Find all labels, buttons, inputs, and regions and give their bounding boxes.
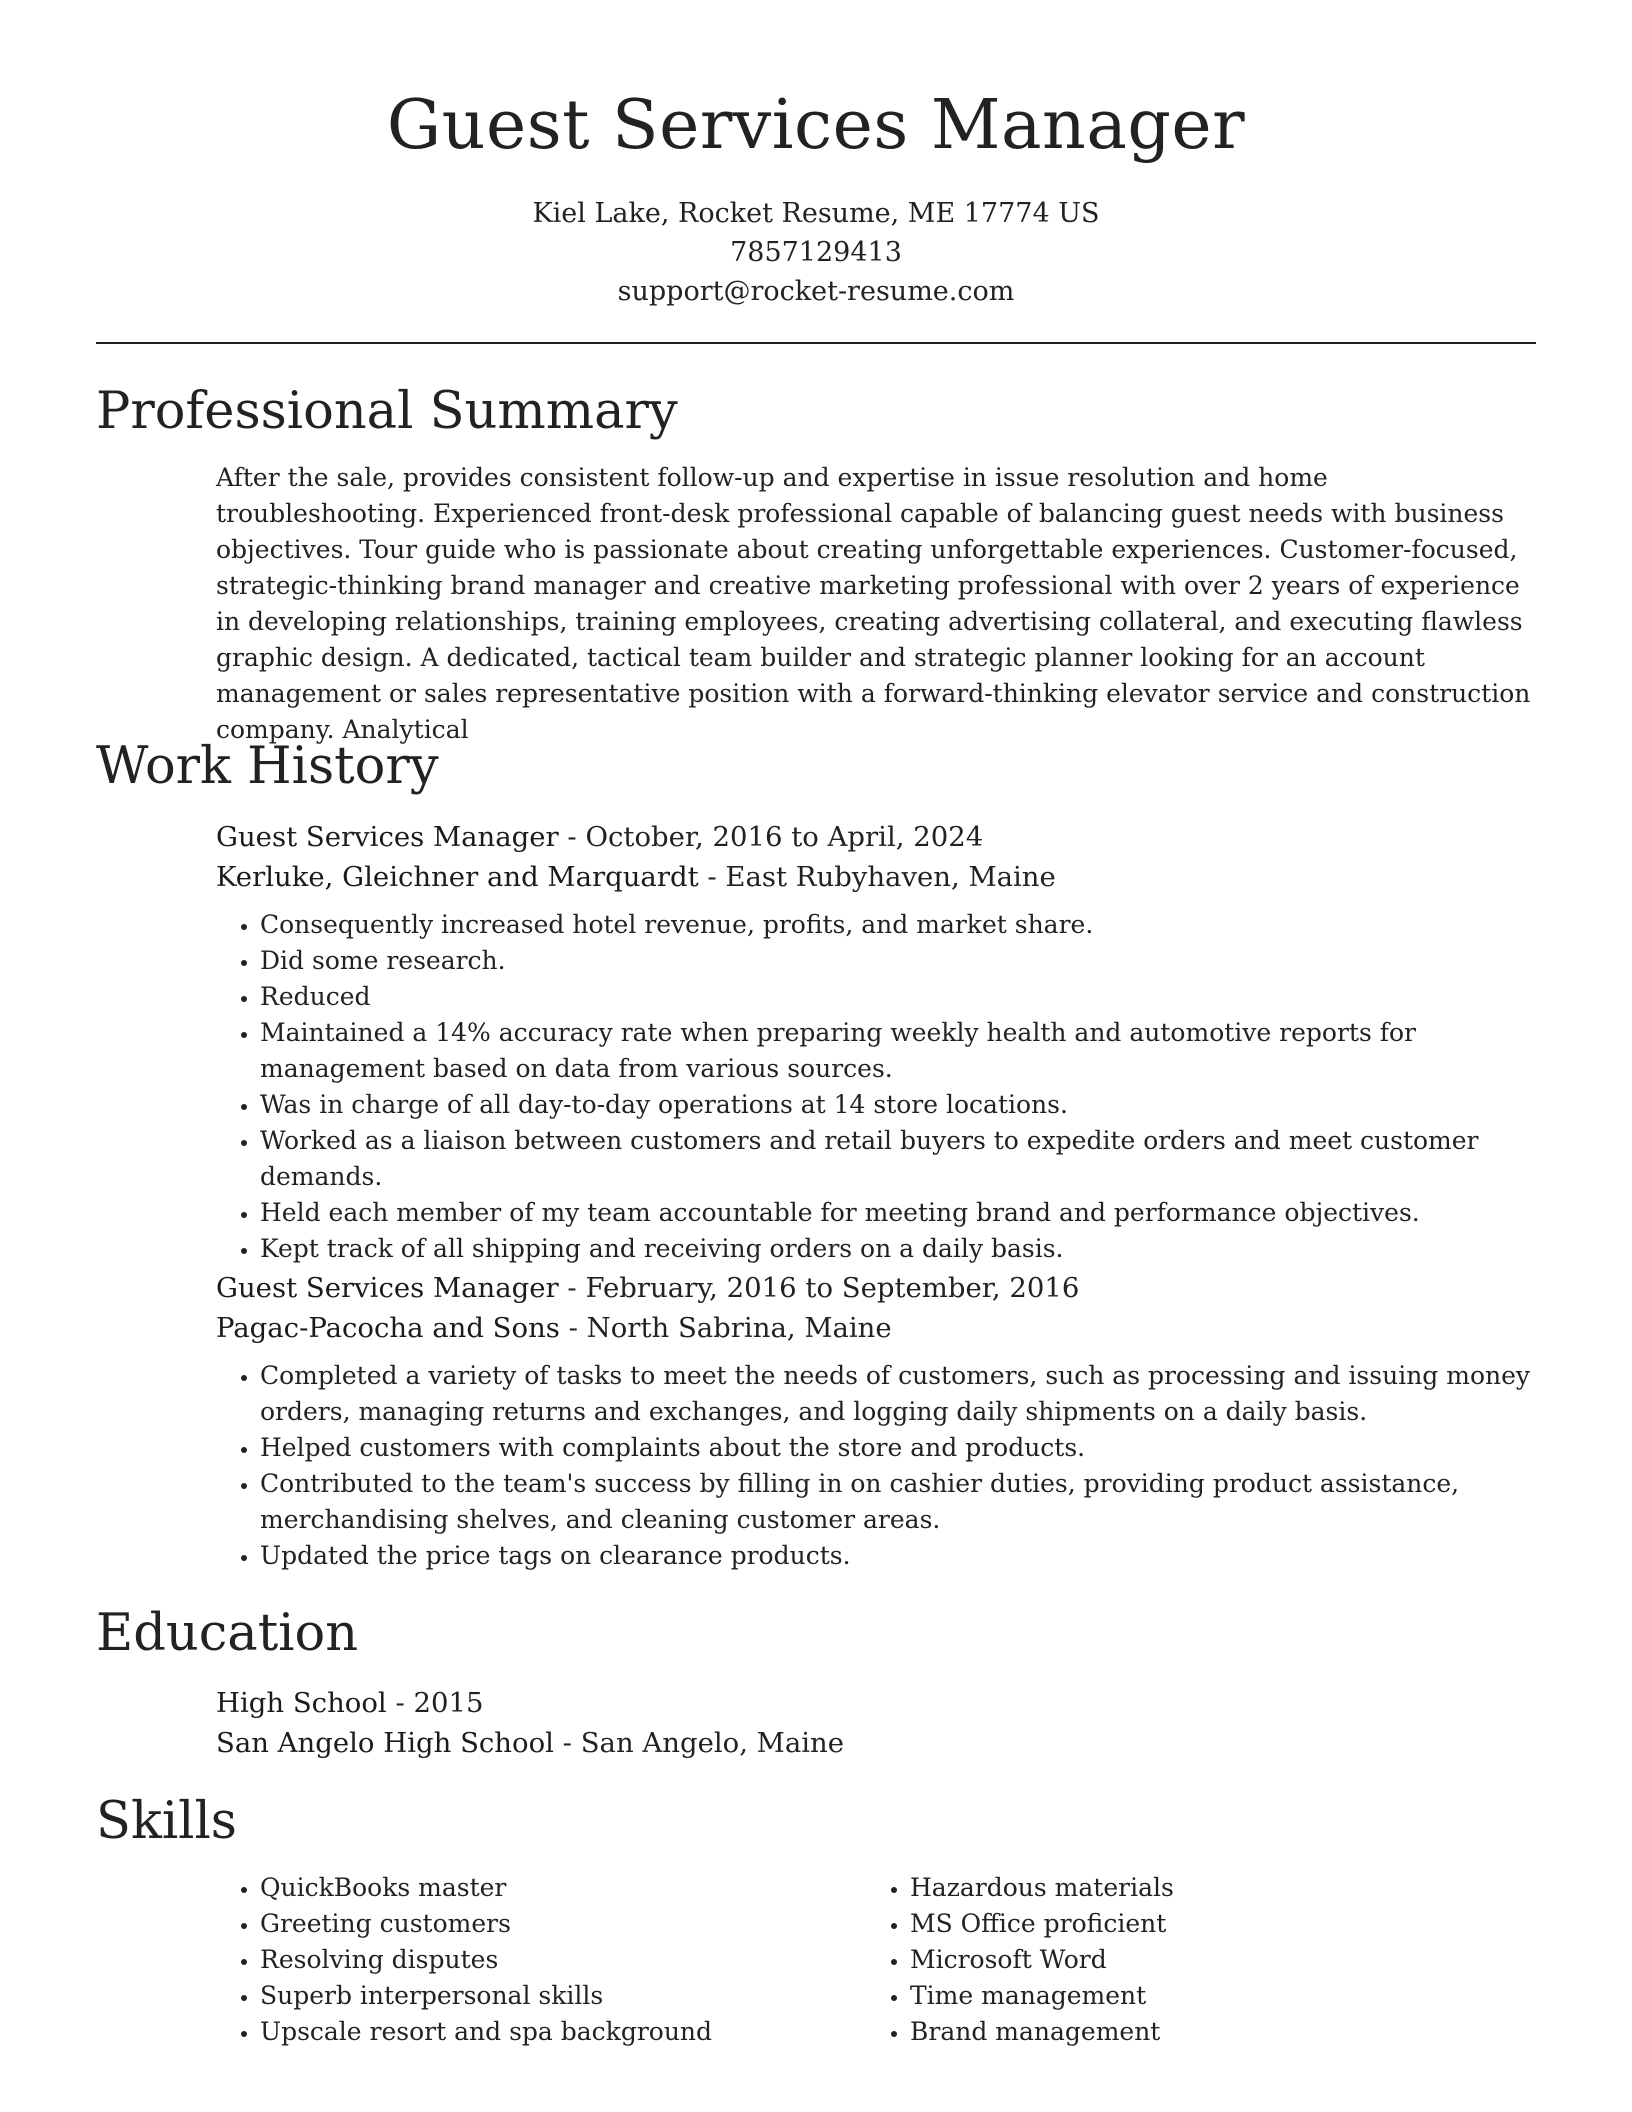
skill-item: • Resolving disputes <box>260 1942 856 1978</box>
job-title: Guest Services Manager <box>216 821 559 853</box>
skills-column-left <box>216 1870 856 2050</box>
contact-phone: 7857129413 <box>730 237 902 268</box>
job-bullet: • Kept track of all shipping and receiving orders on a daily basis. <box>260 1231 1541 1267</box>
job-bullet: • Was in charge of all day-to-day operations at 14 store locations. <box>260 1087 1541 1123</box>
education-year: - 2015 <box>386 1687 484 1719</box>
job-title: Guest Services Manager <box>216 1272 559 1304</box>
job-bullets <box>216 907 1541 1267</box>
job-company: Kerluke, Gleichner and Marquardt <box>216 861 699 893</box>
resume-title: Guest Services Manager <box>386 86 1246 165</box>
job-bullet: • Contributed to the team's success by filling in on cashier duties, providing product assistance, merchandising shelves, and cleaning customer areas. <box>260 1466 1541 1538</box>
job-company: Pagac-Pacocha and Sons <box>216 1312 560 1344</box>
skill-item: • Brand management <box>910 2014 1506 2050</box>
job-company-line <box>216 1308 1541 1348</box>
skills-heading: Skills <box>96 1792 237 1851</box>
job-entry <box>216 1268 1541 1574</box>
skills-column-right <box>866 1870 1506 2050</box>
skill-item: • Superb interpersonal skills <box>260 1978 856 2014</box>
education-degree: High School <box>216 1687 387 1719</box>
skill-item: • Greeting customers <box>260 1906 856 1942</box>
skills-bullets <box>866 1870 1506 2050</box>
job-entry <box>216 817 1541 1267</box>
job-location: - North Sabrina, Maine <box>559 1312 892 1344</box>
job-bullets <box>216 1358 1541 1574</box>
job-bullet: • Helped customers with complaints about the store and products. <box>260 1430 1541 1466</box>
job-company-line <box>216 857 1541 897</box>
skill-item: • Hazardous materials <box>910 1870 1506 1906</box>
job-title-line <box>216 1268 1541 1308</box>
skill-item: • QuickBooks master <box>260 1870 856 1906</box>
skill-item: • MS Office proficient <box>910 1906 1506 1942</box>
contact-email: support@rocket-resume.com <box>617 276 1015 307</box>
skills-bullets <box>216 1870 856 2050</box>
education-school: San Angelo High School <box>216 1727 554 1759</box>
education-location: - San Angelo, Maine <box>553 1727 845 1759</box>
skill-item: • Microsoft Word <box>910 1942 1506 1978</box>
education-school-line <box>216 1723 1541 1763</box>
job-dates: - October, 2016 to April, 2024 <box>558 821 984 853</box>
job-bullet: • Consequently increased hotel revenue, profits, and market share. <box>260 907 1541 943</box>
education-degree-line <box>216 1683 1541 1723</box>
job-bullet: • Did some research. <box>260 943 1541 979</box>
skill-item: • Time management <box>910 1978 1506 2014</box>
job-location: - East Rubyhaven, Maine <box>698 861 1056 893</box>
job-bullet: • Held each member of my team accountable for meeting brand and performance objectives. <box>260 1195 1541 1231</box>
summary-text: After the sale, provides consistent follow-up and expertise in issue resolution and home troubleshooting. Experienced front-desk professional capable of balancing guest needs with business objectives. Tour guide who is passionate about creating unforgettable experiences. Customer-focused, strategic-thinking brand manager and creative marketing professional with over 2 years of experience in developing relationships, training employees, creating advertising collateral, and executing flawless graphic design. A dedicated, tactical team builder and strategic planner looking for an account management or sales representative position with a forward-thinking elevator service and construction company. Analytical <box>216 463 1531 744</box>
job-bullet: • Maintained a 14% accuracy rate when preparing weekly health and automotive reports for management based on data from various sources. <box>260 1015 1541 1087</box>
job-bullet: • Reduced <box>260 979 1541 1015</box>
job-bullet: • Worked as a liaison between customers and retail buyers to expedite orders and meet customer demands. <box>260 1123 1541 1195</box>
resume-header <box>96 84 1536 311</box>
header-divider <box>96 342 1536 344</box>
education-entry <box>216 1683 1541 1763</box>
summary-heading: Professional Summary <box>96 382 678 441</box>
skill-item: • Upscale resort and spa background <box>260 2014 856 2050</box>
job-title-line <box>216 817 1541 857</box>
job-dates: - February, 2016 to September, 2016 <box>558 1272 1080 1304</box>
contact-address: Kiel Lake, Rocket Resume, ME 17774 US <box>532 198 1100 229</box>
job-bullet: • Completed a variety of tasks to meet the needs of customers, such as processing and issuing money orders, managing returns and exchanges, and logging daily shipments on a daily basis. <box>260 1358 1541 1430</box>
work-history-heading: Work History <box>96 737 439 796</box>
job-bullet: • Updated the price tags on clearance products. <box>260 1538 1541 1574</box>
education-heading: Education <box>96 1604 359 1663</box>
